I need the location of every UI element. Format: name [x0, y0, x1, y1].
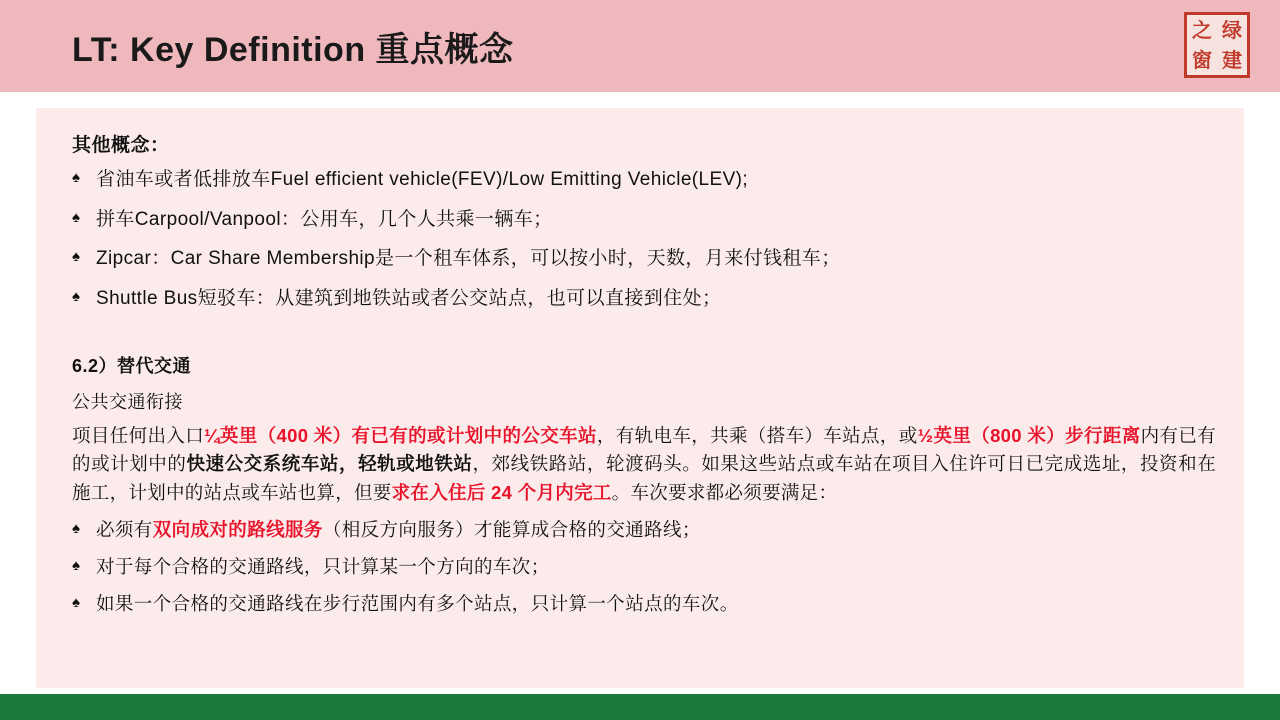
spade-bullet-icon: ♠: [72, 208, 80, 226]
list-item: [72, 555, 1216, 580]
subsection-title: 6.2）替代交通: [72, 355, 192, 376]
spade-bullet-icon: ♠: [72, 556, 80, 574]
spade-bullet-icon: ♠: [72, 248, 80, 266]
paragraph-part-3: 内有已有的或计划中的: [72, 424, 1217, 475]
paragraph-highlight-1: ¼英里（400 米）有已有的或计划中的公交车站: [204, 424, 597, 446]
organization-logo: [1184, 12, 1250, 78]
spacer: [72, 326, 1216, 352]
logo-char-1: 之: [1192, 18, 1212, 42]
bottom-bullet-list: [72, 518, 1216, 617]
list-item: [72, 286, 1216, 312]
footer-bar: [0, 694, 1280, 720]
list-item-label: Zipcar：Car Share Membership是一个租车体系，可以按小时，天数，月来付钱租车；: [96, 248, 841, 270]
list-item-label: 省油车或者低排放车Fuel efficient vehicle(FEV)/Low Emitting Vehicle(LEV);: [96, 169, 749, 190]
paragraph-highlight-2: ½英里（800 米）步行距离: [917, 424, 1141, 446]
spade-bullet-icon: ♠: [72, 287, 80, 305]
list-item: [72, 207, 1216, 233]
list-item-label: 拼车Carpool/Vanpool：公用车，几个人共乘一辆车；: [96, 208, 553, 230]
list-item: [72, 592, 1216, 617]
list-item: [72, 518, 1216, 543]
logo-char-3: 窗: [1192, 48, 1212, 72]
list-item-pre: 必须有: [96, 518, 153, 540]
list-item: [72, 246, 1216, 272]
list-item-label: Shuttle Bus短驳车：从建筑到地铁站或者公交站点，也可以直接到住处；: [96, 287, 722, 309]
paragraph-part-4: ，郊线铁路站，轮渡码头。如果这些站点或车站在项目入住许可日已完成选址，投资和在施工，计划中的站点或车站也算，但要: [72, 453, 1216, 503]
page-title: LT: Key Definition 重点概念: [72, 30, 514, 69]
paragraph-bold-1: 快速公交系统车站，轻轨或地铁站: [186, 453, 473, 475]
list-item-post: （相反方向服务）才能算成合格的交通路线；: [322, 518, 701, 540]
subsection-subtitle: 公共交通衔接: [72, 391, 183, 412]
paragraph-highlight-3: 求在入住后 24 个月内完工: [391, 481, 612, 503]
slide-header: [0, 0, 1280, 92]
list-item-label: 对于每个合格的交通路线，只计算某一个方向的车次；: [96, 555, 550, 577]
logo-char-2: 绿: [1222, 18, 1242, 42]
spade-bullet-icon: ♠: [72, 169, 80, 186]
list-item-highlight: 双向成对的路线服务: [152, 518, 323, 540]
paragraph-part-1: 项目任何出入口: [72, 424, 205, 446]
section-title: 其他概念：: [72, 135, 170, 156]
body-paragraph: [72, 422, 1216, 508]
list-item: [72, 167, 1216, 193]
content-panel: [36, 108, 1244, 688]
paragraph-part-5: 。车次要求都必须要满足：: [611, 481, 838, 503]
spade-bullet-icon: ♠: [72, 593, 80, 611]
list-item-label: [96, 518, 1216, 543]
logo-char-4: 建: [1222, 48, 1242, 72]
paragraph-part-2: ，有轨电车，共乘（搭车）车站点，或: [596, 424, 918, 446]
list-item-label: 如果一个合格的交通路线在步行范围内有多个站点，只计算一个站点的车次。: [96, 592, 739, 614]
spade-bullet-icon: ♠: [72, 519, 80, 537]
